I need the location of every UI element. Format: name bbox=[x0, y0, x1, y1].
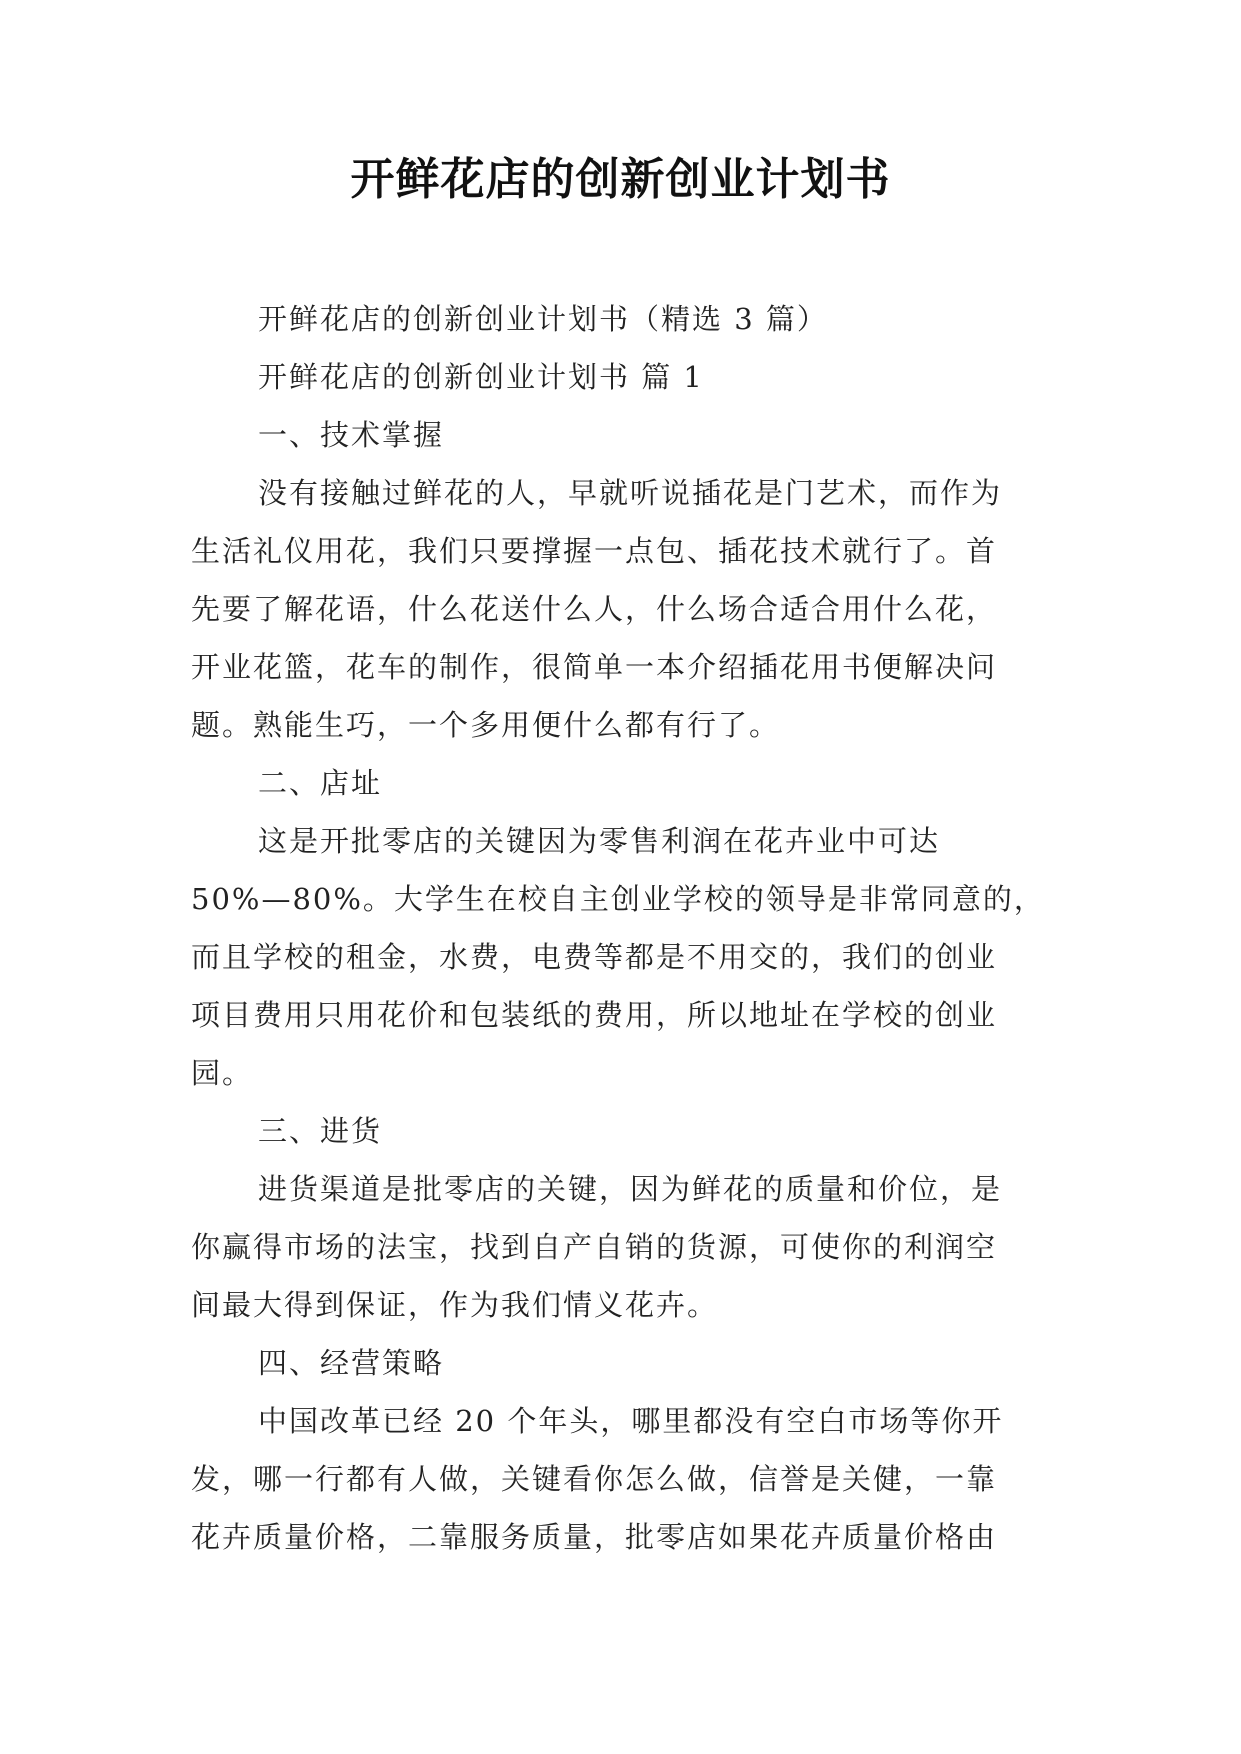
text-line: 先要了解花语，什么花送什么人，什么场合适合用什么花， bbox=[191, 592, 998, 626]
text-line: 开业花篮，花车的制作，很简单一本介绍插花用书便解决问 bbox=[191, 650, 998, 684]
text-line: 生活礼仪用花，我们只要撑握一点包、插花技术就行了。首 bbox=[191, 534, 998, 568]
text-line: 园。 bbox=[191, 1056, 254, 1090]
text-line: 题。熟能生巧，一个多用便什么都有行了。 bbox=[191, 708, 781, 742]
text-line: 发，哪一行都有人做，关键看你怎么做，信誉是关健，一靠 bbox=[191, 1462, 998, 1496]
document-body bbox=[191, 290, 1061, 1566]
text-line: 没有接触过鲜花的人，早就听说插花是门艺术，而作为 bbox=[258, 476, 1003, 510]
text-line: 这是开批零店的关键因为零售利润在花卉业中可达 bbox=[258, 824, 941, 858]
text-line: 四、经营策略 bbox=[258, 1346, 445, 1380]
text-line: 而且学校的租金，水费，电费等都是不用交的，我们的创业 bbox=[191, 940, 998, 974]
text-line: 花卉质量价格，二靠服务质量，批零店如果花卉质量价格由 bbox=[191, 1520, 998, 1554]
text-line: 二、店址 bbox=[258, 766, 383, 800]
text-line: 中国改革已经 20 个年头，哪里都没有空白市场等你开 bbox=[258, 1404, 1004, 1438]
text-line: 50%—80%。大学生在校自主创业学校的领导是非常同意的， bbox=[191, 882, 1045, 916]
text-line: 间最大得到保证，作为我们情义花卉。 bbox=[191, 1288, 719, 1322]
text-line: 进货渠道是批零店的关键，因为鲜花的质量和价位，是 bbox=[258, 1172, 1003, 1206]
text-line: 开鲜花店的创新创业计划书（精选 3 篇） bbox=[258, 302, 828, 336]
text-line: 项目费用只用花价和包装纸的费用，所以地址在学校的创业 bbox=[191, 998, 998, 1032]
text-line: 三、进货 bbox=[258, 1114, 383, 1148]
text-line: 一、技术掌握 bbox=[258, 418, 445, 452]
text-line: 你赢得市场的法宝，找到自产自销的货源，可使你的利润空 bbox=[191, 1230, 998, 1264]
text-line: 开鲜花店的创新创业计划书 篇 1 bbox=[258, 360, 704, 394]
document-title: 开鲜花店的创新创业计划书 bbox=[350, 154, 891, 205]
